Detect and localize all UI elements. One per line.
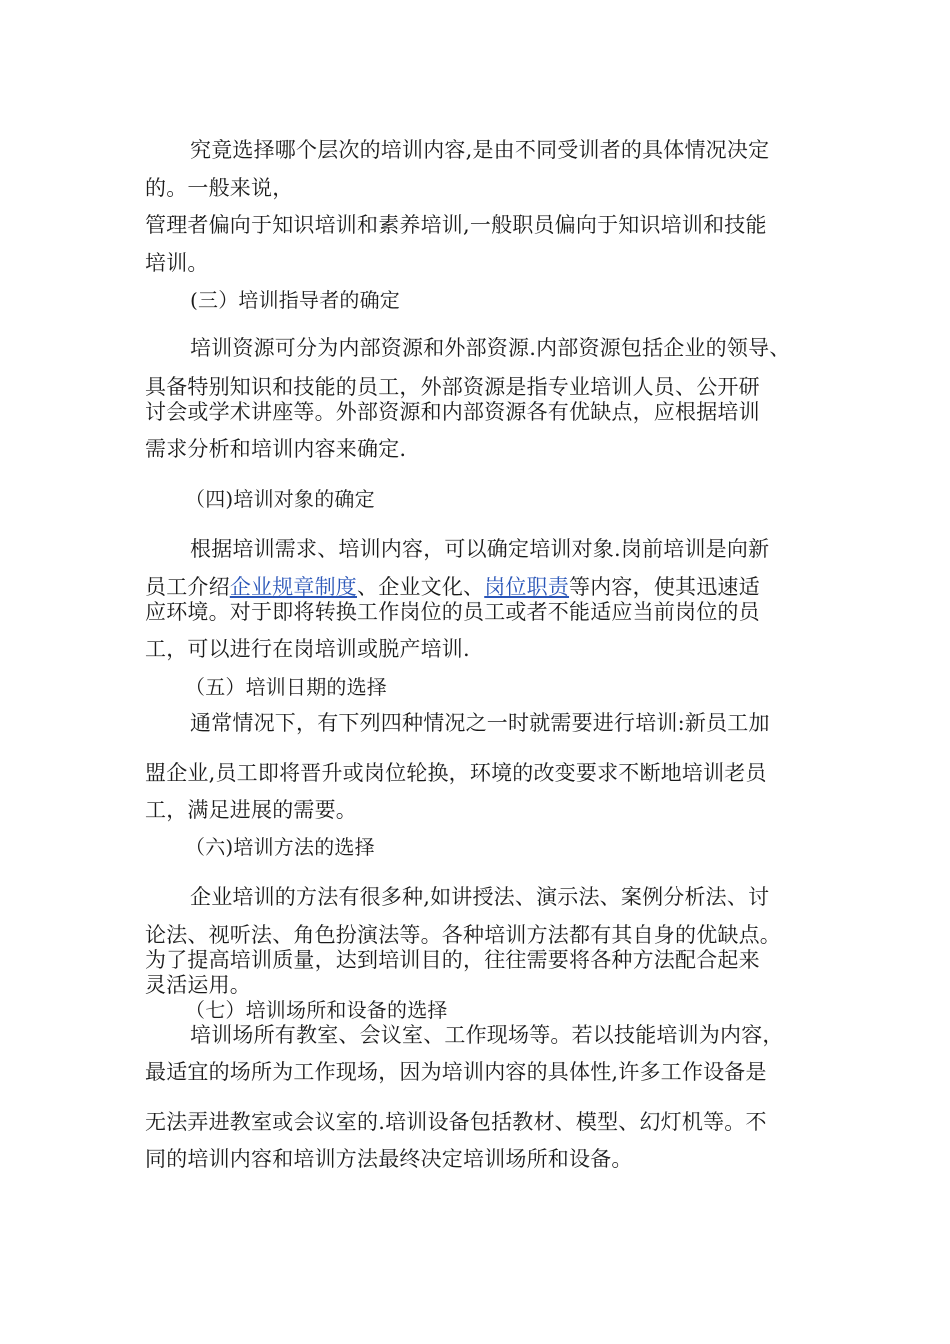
section-heading-7: （七）培训场所和设备的选择 xyxy=(185,998,448,1022)
paragraph-line: 企业培训的方法有很多种,如讲授法、演示法、案例分析法、讨 xyxy=(190,885,770,909)
section-heading-3: (三）培训指导者的确定 xyxy=(190,288,401,312)
text-segment: 、企业文化、 xyxy=(357,575,485,599)
paragraph-line: 培训资源可分为内部资源和外部资源.内部资源包括企业的领导、 xyxy=(190,336,791,360)
link-company-rules[interactable]: 企业规章制度 xyxy=(229,575,358,599)
text-segment: 等内容，使其迅速适 xyxy=(569,575,760,599)
paragraph-line: 根据培训需求、培训内容，可以确定培训对象.岗前培训是向新 xyxy=(190,537,770,561)
paragraph-line: 工，满足进展的需要。 xyxy=(145,798,357,822)
paragraph-line: 培训场所有教室、会议室、工作现场等。若以技能培训为内容， xyxy=(190,1023,784,1047)
section-heading-4: （四)培训对象的确定 xyxy=(185,487,375,511)
paragraph-line: 工，可以进行在岗培训或脱产培训. xyxy=(145,637,470,661)
paragraph-line: 无法弄进教室或会议室的.培训设备包括教材、模型、幻灯机等。不 xyxy=(145,1110,767,1134)
paragraph-line: 需求分析和培训内容来确定. xyxy=(145,437,407,461)
paragraph-line: 讨会或学术讲座等。外部资源和内部资源各有优缺点，应根据培训 xyxy=(145,400,760,424)
text-segment: 员工介绍 xyxy=(145,575,230,599)
paragraph-line: 为了提高培训质量，达到培训目的，往往需要将各种方法配合起来 xyxy=(145,948,760,972)
paragraph-line: 究竟选择哪个层次的培训内容,是由不同受训者的具体情况决定 xyxy=(190,138,770,162)
paragraph-line: 最适宜的场所为工作现场，因为培训内容的具体性,许多工作设备是 xyxy=(145,1060,767,1084)
section-heading-6: （六)培训方法的选择 xyxy=(185,835,375,859)
paragraph-line: 同的培训内容和培训方法最终决定培训场所和设备。 xyxy=(145,1147,633,1171)
section-heading-5: （五）培训日期的选择 xyxy=(185,675,387,699)
paragraph-line: 应环境。对于即将转换工作岗位的员工或者不能适应当前岗位的员 xyxy=(145,600,760,624)
paragraph-line: 盟企业,员工即将晋升或岗位轮换，环境的改变要求不断地培训老员 xyxy=(145,761,767,785)
paragraph-line: 培训。 xyxy=(145,251,209,275)
paragraph-line-with-links xyxy=(145,573,760,601)
paragraph-line: 管理者偏向于知识培训和素养培训,一般职员偏向于知识培训和技能 xyxy=(145,213,767,237)
link-job-duties[interactable]: 岗位职责 xyxy=(484,575,570,599)
paragraph-line: 通常情况下，有下列四种情况之一时就需要进行培训:新员工加 xyxy=(190,711,770,735)
paragraph-line: 的。一般来说， xyxy=(145,176,294,200)
paragraph-line: 具备特别知识和技能的员工，外部资源是指专业培训人员、公开研 xyxy=(145,375,760,399)
paragraph-line: 灵活运用。 xyxy=(145,973,251,997)
paragraph-line: 论法、视听法、角色扮演法等。各种培训方法都有其自身的优缺点。 xyxy=(145,923,781,947)
